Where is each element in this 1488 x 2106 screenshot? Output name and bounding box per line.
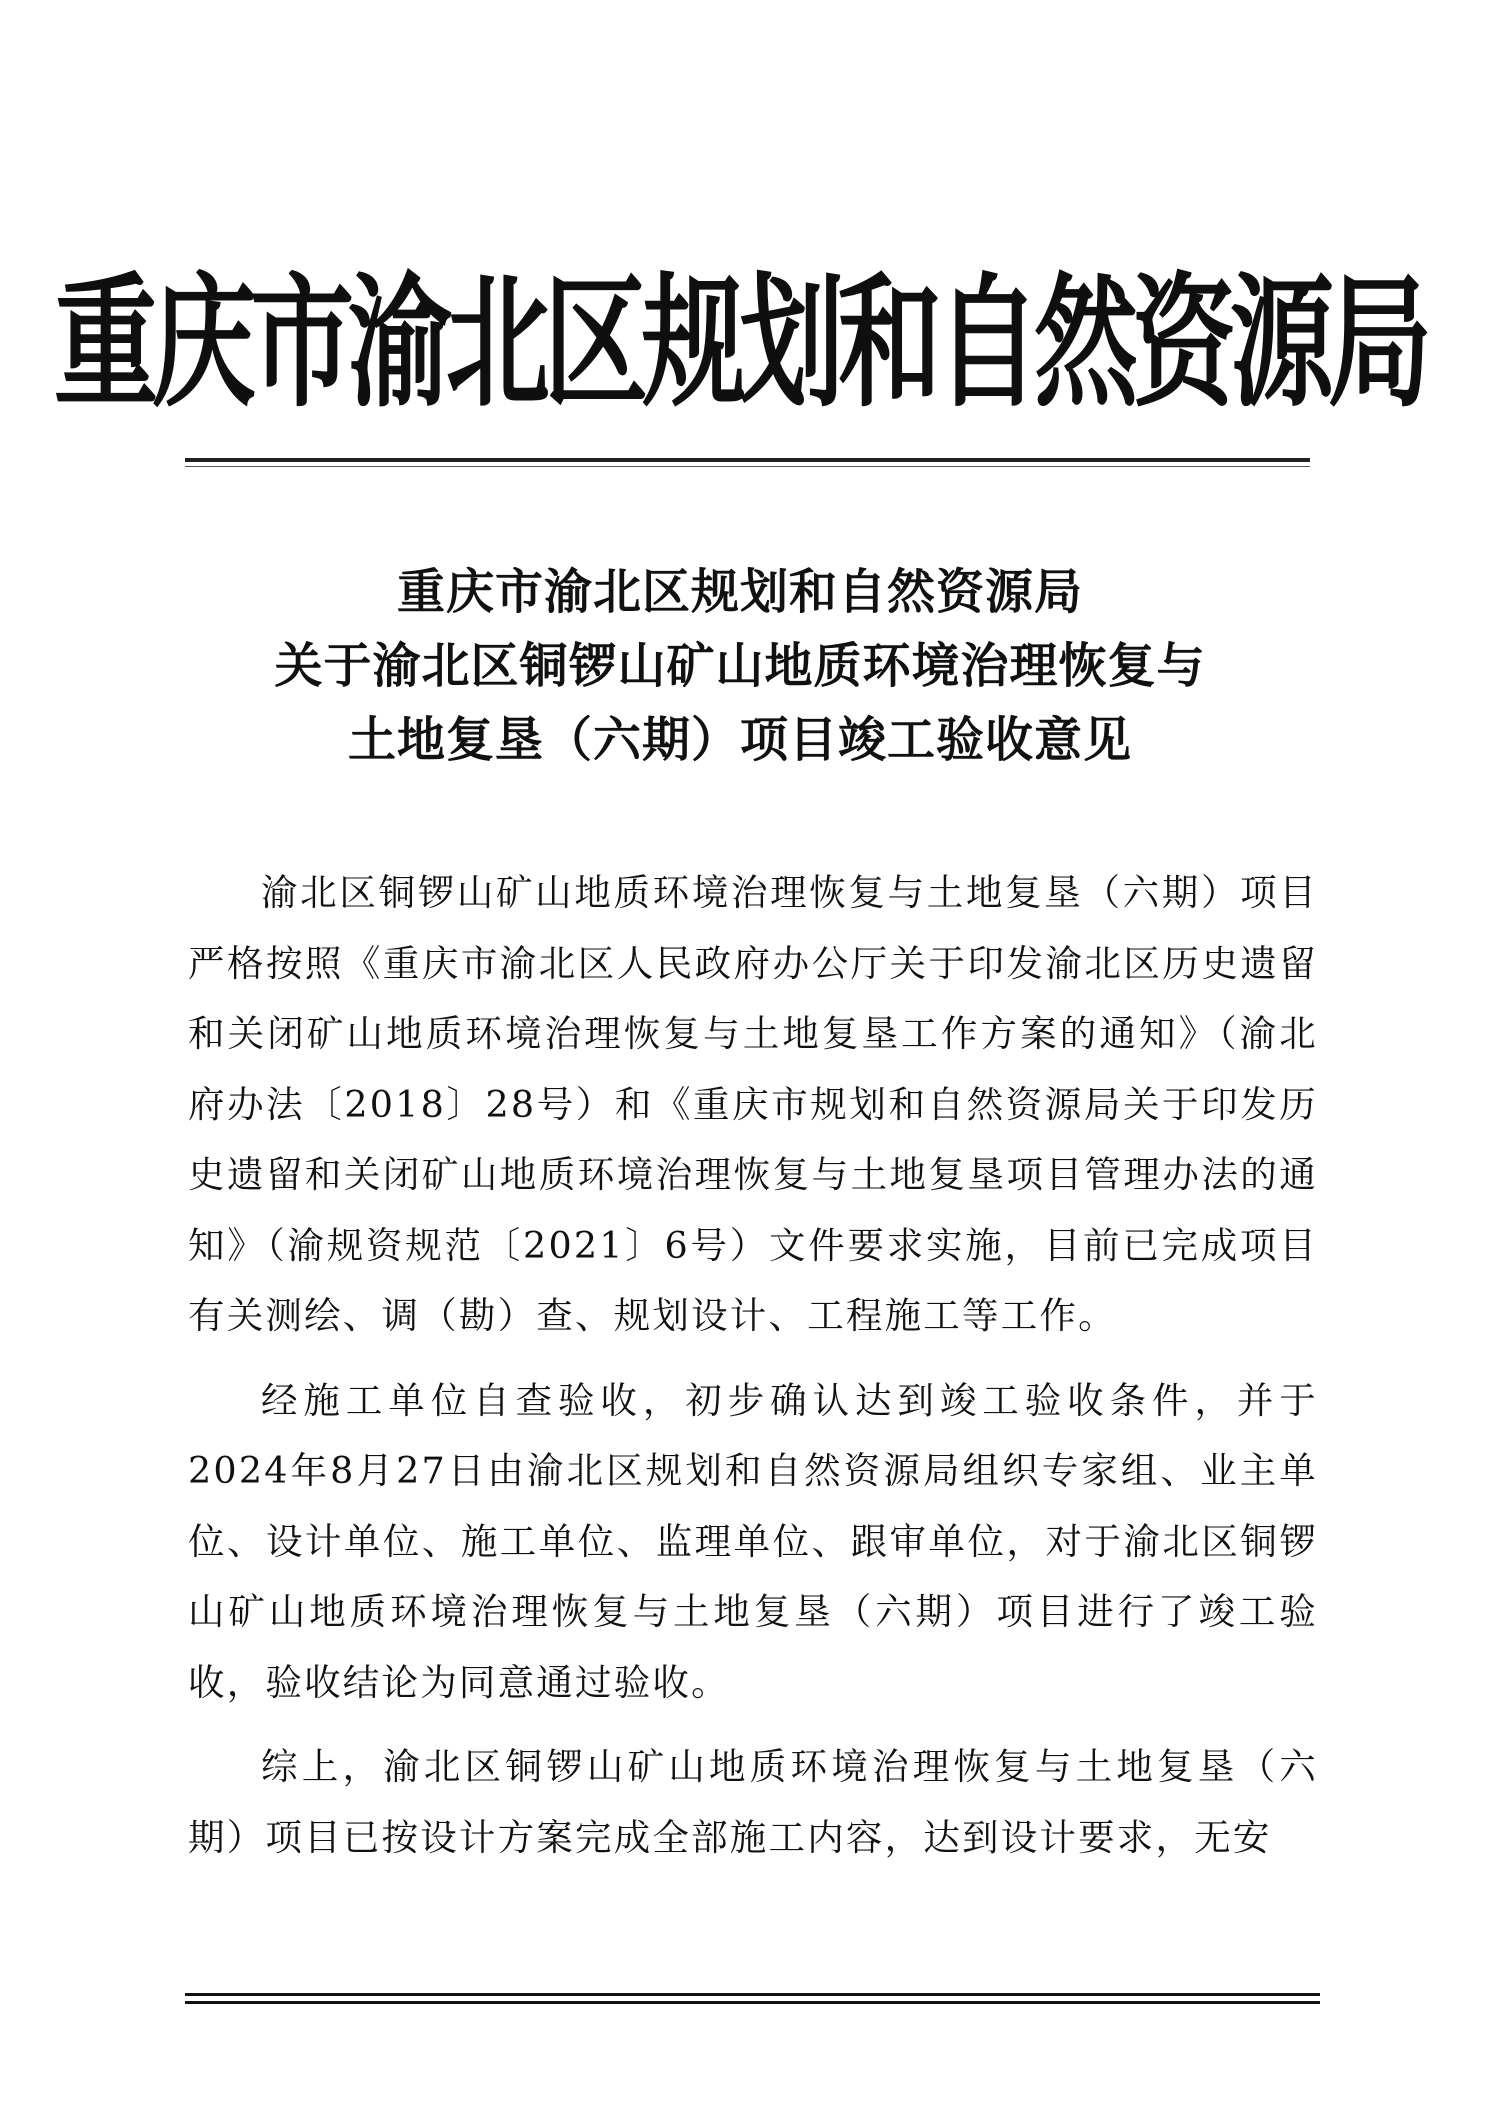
masthead <box>54 257 1427 428</box>
body-paragraph: 经施工单位自查验收，初步确认达到竣工验收条件，并于2024年8月27日由渝北区规划和自然资源局组织专家组、业主单位、设计单位、施工单位、监理单位、跟审单位，对于渝北区铜锣山矿山地质环境治理恢复与土地复垦（六期）项目进行了竣工验收，验收结论为同意通过验收。 <box>188 1378 1318 1704</box>
title-line: 土地复垦（六期）项目竣工验收意见 <box>347 712 1132 768</box>
masthead-title: 重庆市渝北区规划和自然资源局 <box>54 257 1427 428</box>
body-paragraph: 综上，渝北区铜锣山矿山地质环境治理恢复与土地复垦（六期）项目已按设计方案完成全部施工内容，达到设计要求，无安 <box>188 1745 1318 1859</box>
title-line: 重庆市渝北区规划和自然资源局 <box>396 564 1083 620</box>
masthead-divider-thin <box>185 466 1310 467</box>
document-body <box>188 858 1318 1887</box>
document-title <box>150 555 1330 777</box>
footer-divider <box>185 1993 1320 1996</box>
title-line: 关于渝北区铜锣山矿山地质环境治理恢复与 <box>274 638 1206 694</box>
body-paragraph: 渝北区铜锣山矿山地质环境治理恢复与土地复垦（六期）项目严格按照《重庆市渝北区人民政府办公厅关于印发渝北区历史遗留和关闭矿山地质环境治理恢复与土地复垦工作方案的通知》（渝北府办法〔2018〕28号）和《重庆市规划和自然资源局关于印发历史遗留和关闭矿山地质环境治理恢复与土地复垦项目管理办法的通知》（渝规资规范〔2021〕6号）文件要求实施，目前已完成项目有关测绘、调（勘）查、规划设计、工程施工等工作。 <box>188 871 1318 1337</box>
masthead-divider <box>185 458 1310 462</box>
footer-divider-second <box>185 2001 1320 2004</box>
